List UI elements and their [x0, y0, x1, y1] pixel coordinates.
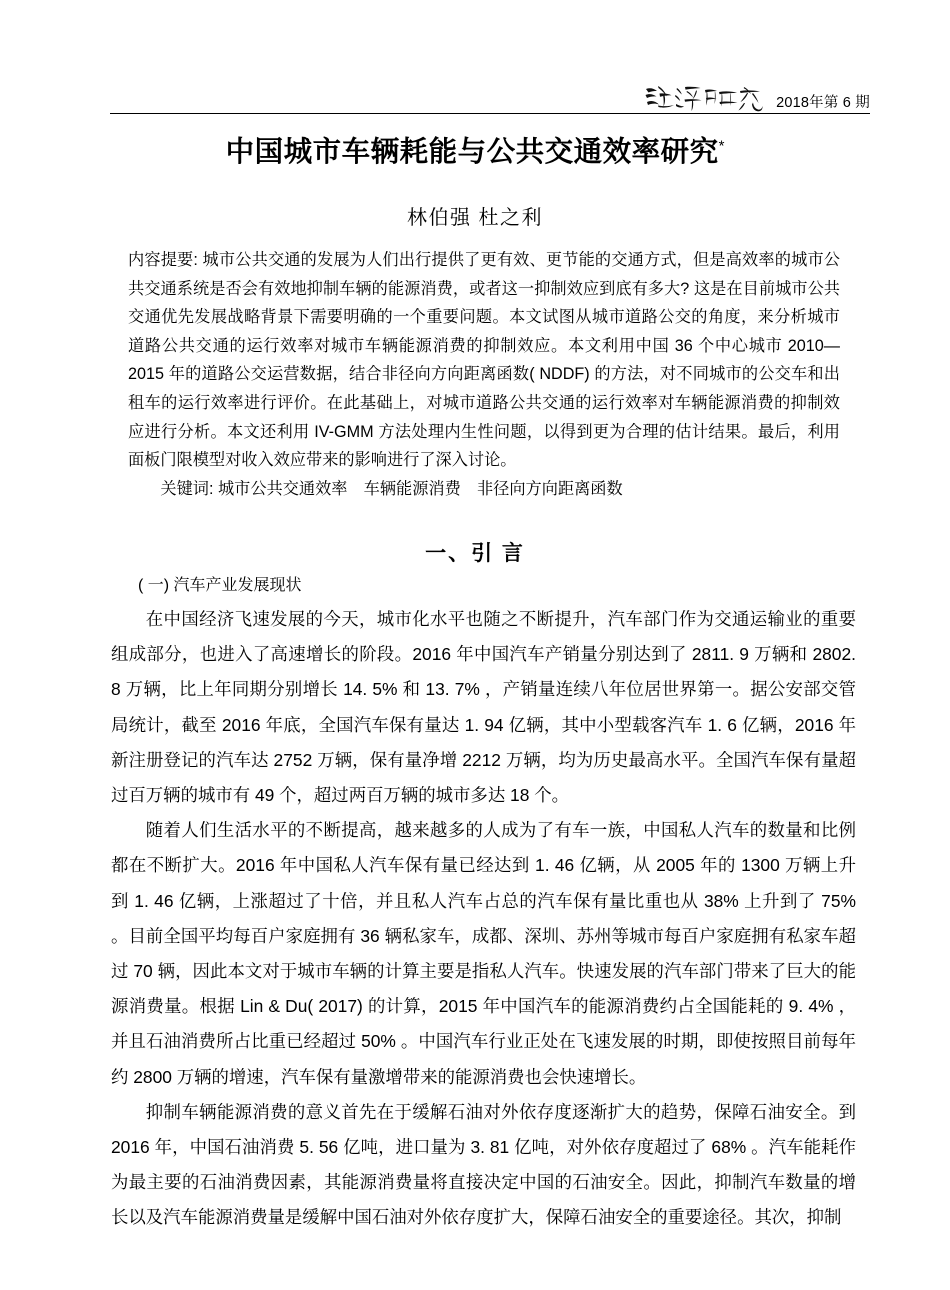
- body-paragraph: 抑制车辆能源消费的意义首先在于缓解石油对外依存度逐渐扩大的趋势，保障石油安全。到 2016 年，中国石油消费 5. 56 亿吨，进口量为 3. 81 亿吨，对外依存度超过了 68% 。汽车能耗作为最主要的石油消费因素，其能源消费量将直接决定中国的石油安全。因此，抑制汽车数量的增长以及汽车能源消费量是缓解中国石油对外依存度扩大，保障石油安全的重要途径。其次，抑制: [111, 1101, 856, 1228]
- subsection-heading-1-1: ( 一) 汽车产业发展现状: [138, 577, 302, 594]
- keywords-line: 关键词: 城市公共交通效率 车辆能源消费 非径向方向距离函数: [160, 479, 623, 498]
- body-text: [111, 602, 856, 1236]
- issue-label: 2018年第 6 期: [776, 94, 870, 111]
- title-footnote-marker: *: [718, 137, 725, 155]
- article-authors: 林伯强 杜之利: [406, 207, 544, 229]
- abstract-block: [128, 246, 840, 503]
- section-heading-1: 一、引 言: [425, 542, 525, 565]
- running-head: [110, 72, 870, 114]
- journal-logo-calligraphy-icon: [643, 80, 771, 112]
- article-title-text: 中国城市车辆耗能与公共交通效率研究: [225, 136, 719, 168]
- body-paragraph: 在中国经济飞速发展的今天，城市化水平也随之不断提升，汽车部门作为交通运输业的重要组成部分，也进入了高速增长的阶段。2016 年中国汽车产销量分别达到了 2811. 9 万辆和 2802. 8 万辆，比上年同期分别增长 14. 5% 和 13. 7% ，产销量连续八年位居世界第一。据公安部交管局统计，截至 2016 年底，全国汽车保有量达 1. 94 亿辆，其中小型载客汽车 1. 6 亿辆，2016 年新注册登记的汽车达 2752 万辆，保有量净增 2212 万辆，均为历史最高水平。全国汽车保有量超过百万辆的城市有 49 个，超过两百万辆的城市多达 18 个。: [111, 609, 856, 806]
- body-paragraph: 随着人们生活水平的不断提高，越来越多的人成为了有车一族，中国私人汽车的数量和比例都在不断扩大。2016 年中国私人汽车保有量已经达到 1. 46 亿辆，从 2005 年的 1300 万辆上升到 1. 46 亿辆，上涨超过了十倍，并且私人汽车占总的汽车保有量比重也从 38% 上升到了 75% 。目前全国平均每百户家庭拥有 36 辆私家车，成都、深圳、苏州等城市每百户家庭拥有私家车超过 70 辆，因此本文对于城市车辆的计算主要是指私人汽车。快速发展的汽车部门带来了巨大的能源消费量。根据 Lin & Du( 2017) 的计算，2015 年中国汽车的能源消费约占全国能耗的 9. 4% ，并且石油消费所占比重已经超过 50% 。中国汽车行业正处在飞速发展的时期，即使按照目前每年约 2800 万辆的增速，汽车保有量激增带来的能源消费也会快速增长。: [111, 820, 856, 1087]
- page-title: [0, 134, 950, 171]
- abstract-text: 内容提要: 城市公共交通的发展为人们出行提供了更有效、更节能的交通方式，但是高效率的城市公共交通系统是否会有效地抑制车辆的能源消费，或者这一抑制效应到底有多大? 这是在目前城市公共交通优先发展战略背景下需要明确的一个重要问题。本文试图从城市道路公交的角度，来分析城市道路公共交通的运行效率对城市车辆能源消费的抑制效应。本文利用中国 36 个中心城市 2010—2015 年的道路公交运营数据，结合非径向方向距离函数( NDDF) 的方法，对不同城市的公交车和出租车的运行效率进行评价。在此基础上，对城市道路公共交通的运行效率对车辆能源消费的抑制效应进行分析。本文还利用 IV-GMM 方法处理内生性问题，以得到更为合理的估计结果。最后，利用面板门限模型对收入效应带来的影响进行了深入讨论。: [128, 251, 840, 470]
